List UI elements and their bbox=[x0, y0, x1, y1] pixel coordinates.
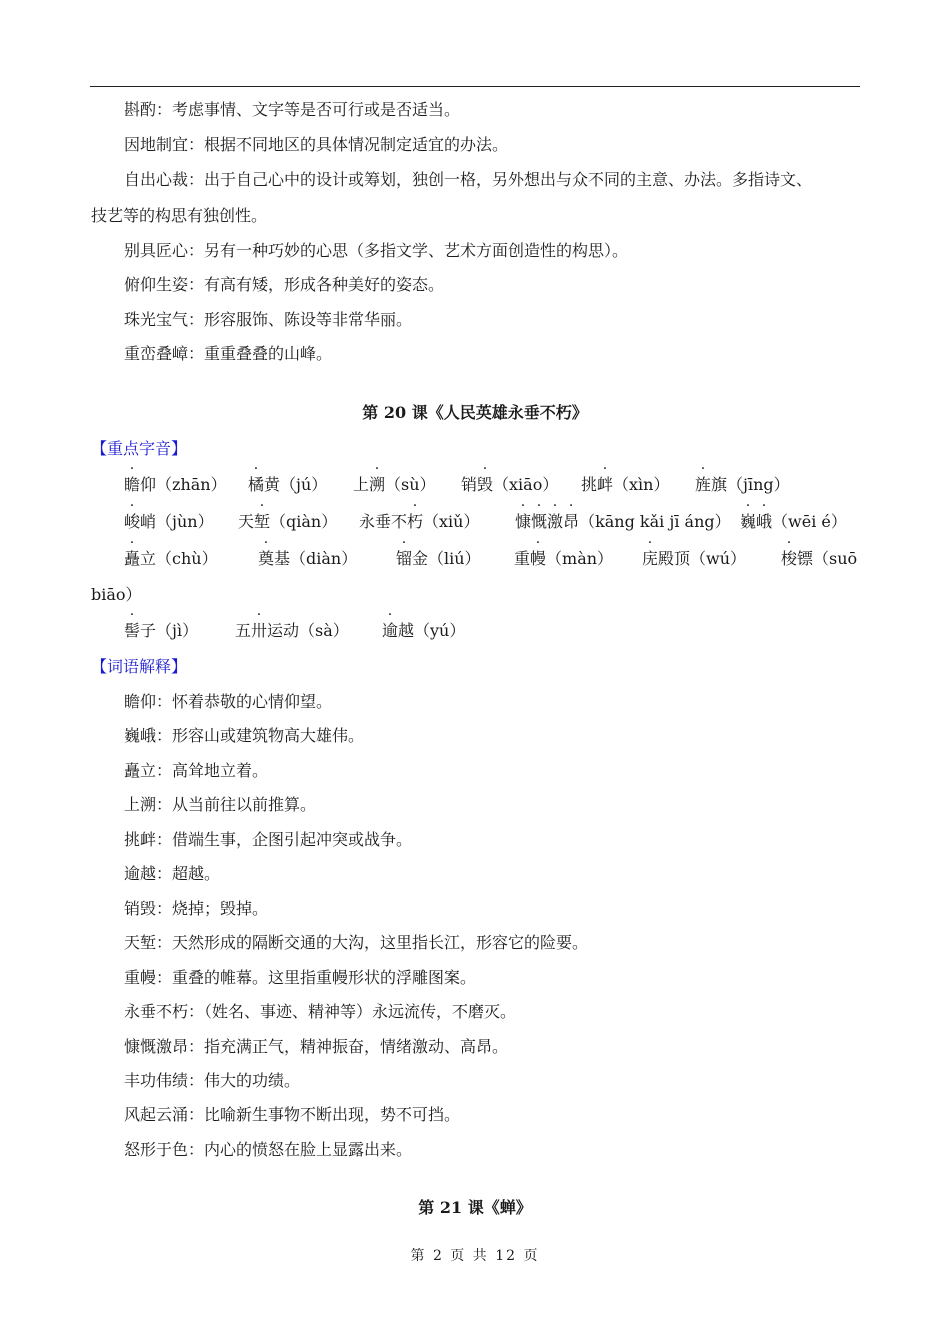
pronunciation-item bbox=[396, 549, 481, 569]
emphasis-char: 梭 bbox=[781, 549, 798, 568]
emphasis-char: 慨 bbox=[531, 512, 548, 531]
word-suffix: 金（liú） bbox=[412, 549, 481, 568]
emphasis-char: 镏 bbox=[396, 549, 413, 568]
vocabulary-item: 巍峨：形容山或建筑物高大雄伟。 bbox=[124, 726, 365, 745]
word-prefix: 五 bbox=[235, 621, 252, 640]
emphasis-char: 瞻 bbox=[124, 475, 141, 494]
pronunciation-heading: 【重点字音】 bbox=[91, 439, 188, 458]
word-suffix: 越（yú） bbox=[398, 621, 466, 640]
pronunciation-item bbox=[382, 621, 465, 641]
pronunciation-item bbox=[124, 549, 218, 569]
vocabulary-item: 矗立：高耸地立着。 bbox=[124, 761, 269, 780]
vocabulary-heading: 【词语解释】 bbox=[91, 657, 188, 676]
pronunciation-item bbox=[238, 512, 337, 532]
emphasis-char: 堑 bbox=[254, 512, 271, 531]
pronunciation-item bbox=[124, 621, 198, 641]
word-prefix: 永垂不 bbox=[359, 512, 408, 531]
emphasis-char: 衅 bbox=[597, 475, 614, 494]
emphasis-char: 激 bbox=[547, 512, 564, 531]
word-suffix: （xìn） bbox=[613, 475, 670, 494]
vocabulary-item: 销毁：烧掉；毁掉。 bbox=[124, 899, 269, 918]
word-suffix: 峭（jùn） bbox=[140, 512, 214, 531]
pronunciation-item bbox=[514, 549, 613, 569]
vocabulary-item: 重幔：重叠的帷幕。这里指重幔形状的浮雕图案。 bbox=[124, 968, 477, 987]
emphasis-char: 慷 bbox=[515, 512, 532, 531]
emphasis-char: 逾 bbox=[382, 621, 399, 640]
vocabulary-item: 上溯：从当前往以前推算。 bbox=[124, 795, 317, 814]
definition-line: 技艺等的构思有独创性。 bbox=[91, 206, 268, 225]
emphasis-char: 巍 bbox=[740, 512, 757, 531]
pronunciation-item bbox=[515, 512, 731, 532]
pronunciation-item bbox=[461, 475, 558, 495]
emphasis-char: 幔 bbox=[530, 549, 547, 568]
word-suffix: 子（jì） bbox=[140, 621, 199, 640]
header-rule bbox=[90, 86, 860, 87]
word-suffix: 旗（jīng） bbox=[711, 475, 790, 494]
emphasis-char: 溯 bbox=[369, 475, 386, 494]
pronunciation-item bbox=[353, 475, 436, 495]
pronunciation-item bbox=[124, 512, 214, 532]
pronunciation-item bbox=[248, 475, 327, 495]
word-prefix: 重 bbox=[514, 549, 531, 568]
pronunciation-item bbox=[781, 549, 857, 569]
word-suffix: 黄（jú） bbox=[264, 475, 328, 494]
word-suffix: （kāng kǎi jī áng） bbox=[579, 512, 731, 531]
lesson-20-title: 第 20 课《人民英雄永垂不朽》 bbox=[362, 403, 588, 422]
definition-line: 别具匠心：另有一种巧妙的心思（多指文学、艺术方面创造性的构思）。 bbox=[124, 241, 629, 260]
pronunciation-item bbox=[124, 475, 227, 495]
word-prefix: 挑 bbox=[581, 475, 598, 494]
pronunciation-item bbox=[258, 549, 357, 569]
word-suffix: （xiǔ） bbox=[423, 512, 480, 531]
page-footer: 第 2 页 共 12 页 bbox=[410, 1248, 540, 1264]
vocabulary-item: 慷慨激昂：指充满正气，精神振奋，情绪激动、高昂。 bbox=[124, 1037, 509, 1056]
emphasis-char: 朽 bbox=[407, 512, 424, 531]
word-prefix: 天 bbox=[238, 512, 255, 531]
word-suffix: 殿顶（wú） bbox=[658, 549, 747, 568]
emphasis-char: 毁 bbox=[477, 475, 494, 494]
word-prefix: biāo） bbox=[91, 585, 142, 604]
definition-line: 自出心裁：出于自己心中的设计或筹划，独创一格，另外想出与众不同的主意、办法。多指诗文、 bbox=[124, 170, 813, 189]
vocabulary-item: 丰功伟绩：伟大的功绩。 bbox=[124, 1071, 301, 1090]
definition-line: 因地制宜：根据不同地区的具体情况制定适宜的办法。 bbox=[124, 135, 509, 154]
definition-line: 珠光宝气：形容服饰、陈设等非常华丽。 bbox=[124, 310, 413, 329]
word-suffix: （wēi é） bbox=[772, 512, 847, 531]
emphasis-char: 峨 bbox=[756, 512, 773, 531]
vocabulary-item: 挑衅：借端生事，企图引起冲突或战争。 bbox=[124, 830, 413, 849]
pronunciation-item bbox=[235, 621, 349, 641]
vocabulary-item: 天堑：天然形成的隔断交通的大沟，这里指长江，形容它的险要。 bbox=[124, 933, 589, 952]
word-suffix: 运动（sà） bbox=[267, 621, 349, 640]
pronunciation-item bbox=[581, 475, 669, 495]
vocabulary-item: 怒形于色：内心的愤怒在脸上显露出来。 bbox=[124, 1140, 413, 1159]
emphasis-char: 奠 bbox=[258, 549, 275, 568]
emphasis-char: 卅 bbox=[251, 621, 268, 640]
vocabulary-item: 永垂不朽：（姓名、事迹、精神等）永远流传，不磨灭。 bbox=[124, 1002, 517, 1021]
definition-line: 重峦叠嶂：重重叠叠的山峰。 bbox=[124, 344, 333, 363]
word-prefix: 上 bbox=[353, 475, 370, 494]
emphasis-char: 昂 bbox=[563, 512, 580, 531]
emphasis-char: 峻 bbox=[124, 512, 141, 531]
word-suffix: 立（chù） bbox=[140, 549, 218, 568]
emphasis-char: 旌 bbox=[695, 475, 712, 494]
vocabulary-item: 瞻仰：怀着恭敬的心情仰望。 bbox=[124, 692, 333, 711]
word-suffix: （sù） bbox=[385, 475, 436, 494]
word-suffix: 仰（zhān） bbox=[140, 475, 227, 494]
lesson-21-title: 第 21 课《蝉》 bbox=[418, 1198, 532, 1217]
word-suffix: 基（diàn） bbox=[274, 549, 358, 568]
word-suffix: （xiāo） bbox=[493, 475, 559, 494]
emphasis-char: 橘 bbox=[248, 475, 265, 494]
emphasis-char: 矗 bbox=[124, 549, 141, 568]
vocabulary-item: 逾越：超越。 bbox=[124, 864, 221, 883]
pronunciation-item bbox=[695, 475, 790, 495]
word-prefix: 销 bbox=[461, 475, 478, 494]
emphasis-char: 髻 bbox=[124, 621, 141, 640]
pronunciation-item bbox=[740, 512, 847, 532]
emphasis-char: 庑 bbox=[642, 549, 659, 568]
pronunciation-item bbox=[359, 512, 479, 532]
vocabulary-item: 风起云涌：比喻新生事物不断出现，势不可挡。 bbox=[124, 1105, 461, 1124]
word-suffix: 镖（suō bbox=[797, 549, 858, 568]
pronunciation-item bbox=[91, 585, 142, 605]
definition-line: 斟酌：考虑事情、文字等是否可行或是否适当。 bbox=[124, 100, 461, 119]
word-suffix: （màn） bbox=[546, 549, 614, 568]
word-suffix: （qiàn） bbox=[270, 512, 338, 531]
definition-line: 俯仰生姿：有高有矮，形成各种美好的姿态。 bbox=[124, 275, 445, 294]
pronunciation-item bbox=[642, 549, 746, 569]
